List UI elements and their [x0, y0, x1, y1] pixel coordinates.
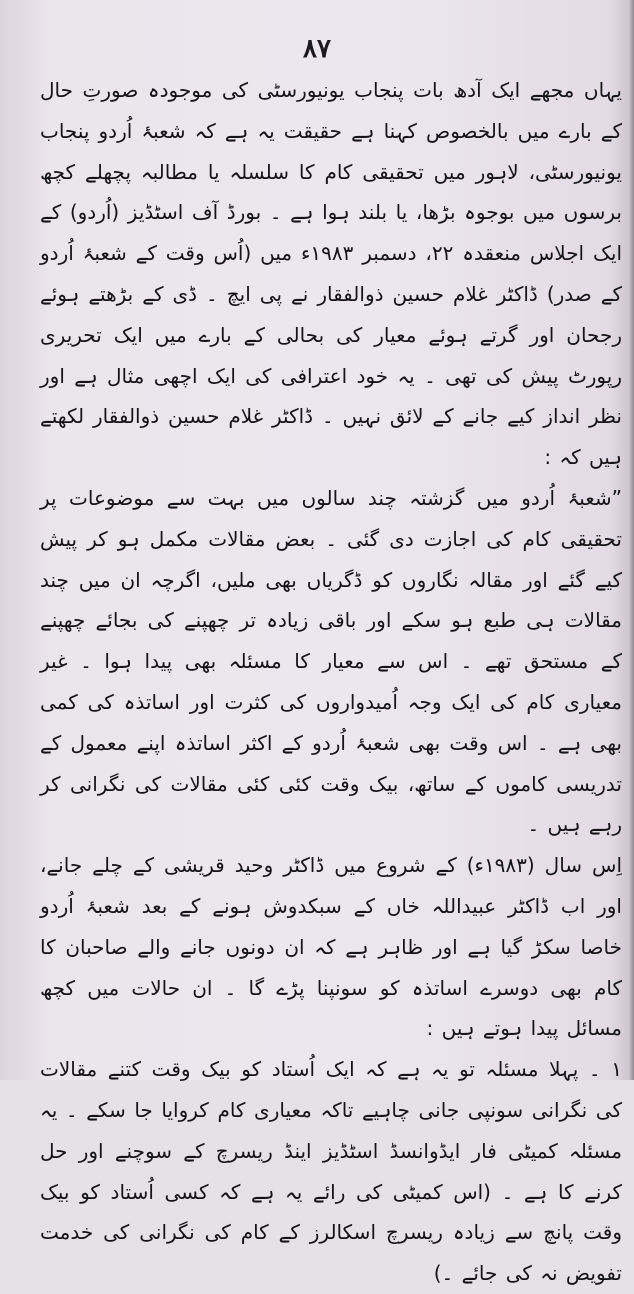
- page-edge-shadow: [628, 0, 634, 1080]
- body-text: [40, 70, 622, 1294]
- paragraph-quote: ”شعبۂ اُردو میں گزشتہ چند سالوں میں بہت سے موضوعات پر تحقیقی کام کی اجازت دی گئی ۔ بعض مقالات مکمل ہو کر پیش کیے گئے اور مقالہ نگاروں کو ڈگریاں بھی ملیں، اگرچہ ان میں چند مقالات ہی طبع ہو سکے اور باقی زیادہ تر چھپنے کی بجائے چھپنے کے مستحق تھے ۔ اس سے معیار کا مسئلہ بھی پیدا ہوا ۔ غیر معیاری کام کی ایک وجہ اُمیدواروں کی کثرت اور اساتذہ کی کمی بھی ہے ۔ اس وقت بھی شعبۂ اُردو کے اکثر اساتذہ اپنے معمول کے تدریسی کاموں کے ساتھ، بیک وقت کئی کئی مقالات کی نگرانی کر رہے ہیں ۔: [40, 485, 622, 837]
- page-number: ۸۷: [303, 34, 331, 64]
- paragraph-this-year: اِس سال (۱۹۸۳ء) کے شروع میں ڈاکٹر وحید قریشی کے چلے جانے، اور اب ڈاکٹر عبیداللہ خاں کے سبکدوش ہونے کے بعد شعبۂ اُردو خاصا سکڑ گیا ہے اور ظاہر ہے کہ ان دونوں جانے والے صاحبان کا کام بھی دوسرے اساتذہ کو سونپنا پڑے گا ۔ ان حالات میں کچھ مسائل پیدا ہوتے ہیں :: [40, 853, 622, 1041]
- paragraph-intro: یہاں مجھے ایک آدھ بات پنجاب یونیورسٹی کی موجودہ صورتِ حال کے بارے میں بالخصوص کہنا ہے حقیقت یہ ہے کہ شعبۂ اُردو پنجاب یونیورسٹی، لاہور میں تحقیقی کام کا سلسلہ یا مطالبہ پچھلے کچھ برسوں میں بوجوہ بڑھا، یا بلند ہوا ہے ۔ بورڈ آف اسٹڈیز (اُردو) کے ایک اجلاس منعقدہ ۲۲، دسمبر ۱۹۸۳ء میں (اُس وقت کے شعبۂ اُردو کے صدر) ڈاکٹر غلام حسین ذوالفقار نے پی ایچ ۔ ڈی کے بڑھتے ہوئے رجحان اور گرتے ہوئے معیار کی بحالی کے بارے میں ایک تحریری رپورٹ پیش کی تھی ۔ یہ خود اعترافی کی ایک اچھی مثال ہے اور نظر انداز کیے جانے کے لائق نہیں ۔ ڈاکٹر غلام حسین ذوالفقار لکھتے ہیں کہ :: [40, 78, 623, 470]
- paragraph-issue-one: ۱ ۔ پہلا مسئلہ تو یہ ہے کہ ایک اُستاد کو بیک وقت کتنے مقالات کی نگرانی سونپی جانی چاہیے تاکہ معیاری کام کروایا جا سکے ۔ یہ مسئلہ کمیٹی فار ایڈوانسڈ اسٹڈیز اینڈ ریسرچ کے سوچنے اور حل کرنے کا ہے ۔ (اس کمیٹی کی رائے یہ ہے کہ کسی اُستاد کو بیک وقت پانچ سے زیادہ ریسرچ اسکالرز کے کام کی نگرانی کی خدمت تفویض نہ کی جائے ۔): [40, 1057, 622, 1286]
